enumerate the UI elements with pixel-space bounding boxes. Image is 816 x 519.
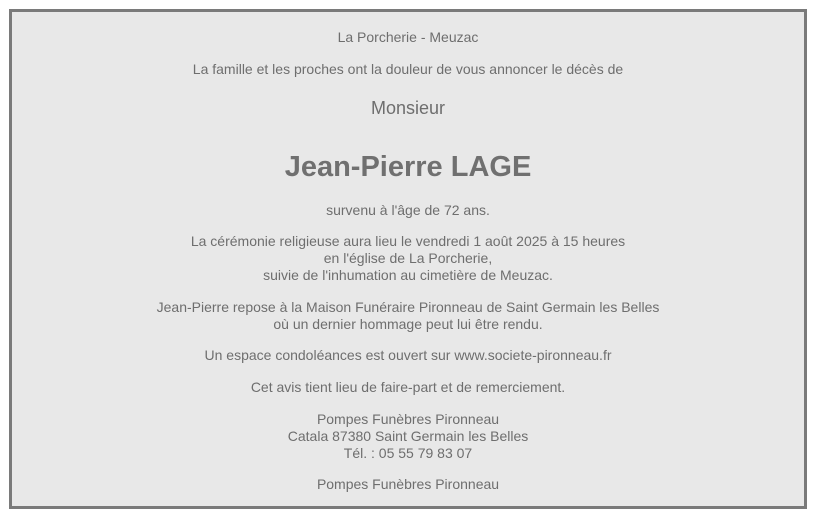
signature: Pompes Funèbres Pironneau: [316, 476, 500, 492]
ceremony-line-3: suivie de l'inhumation au cimetière de Meuzac.: [263, 267, 553, 283]
announcement-line: La famille et les proches ont la douleur de vous annoncer le décès de: [192, 61, 624, 77]
ceremony-line-2: en l'église de La Porcherie,: [323, 250, 493, 266]
condolences-line: Un espace condoléances est ouvert sur www.societe-pironneau.fr: [204, 347, 612, 363]
honorific: Monsieur: [370, 98, 446, 118]
funeral-home-phone: Tél. : 05 55 79 83 07: [343, 445, 473, 461]
deceased-name: Jean-Pierre LAGE: [284, 151, 532, 183]
obituary-notice: [9, 9, 807, 509]
ceremony-line-1: La cérémonie religieuse aura lieu le vendredi 1 août 2025 à 15 heures: [190, 233, 626, 249]
location-line: La Porcherie - Meuzac: [337, 29, 479, 45]
age-line: survenu à l'âge de 72 ans.: [326, 202, 490, 218]
funeral-home-name: Pompes Funèbres Pironneau: [316, 411, 500, 427]
rest-line-2: où un dernier hommage peut lui être rendu.: [273, 316, 543, 332]
notice-line: Cet avis tient lieu de faire-part et de remerciement.: [250, 379, 566, 395]
rest-line-1: Jean-Pierre repose à la Maison Funéraire Pironneau de Saint Germain les Belles: [156, 299, 660, 315]
funeral-home-address: Catala 87380 Saint Germain les Belles: [287, 428, 529, 444]
